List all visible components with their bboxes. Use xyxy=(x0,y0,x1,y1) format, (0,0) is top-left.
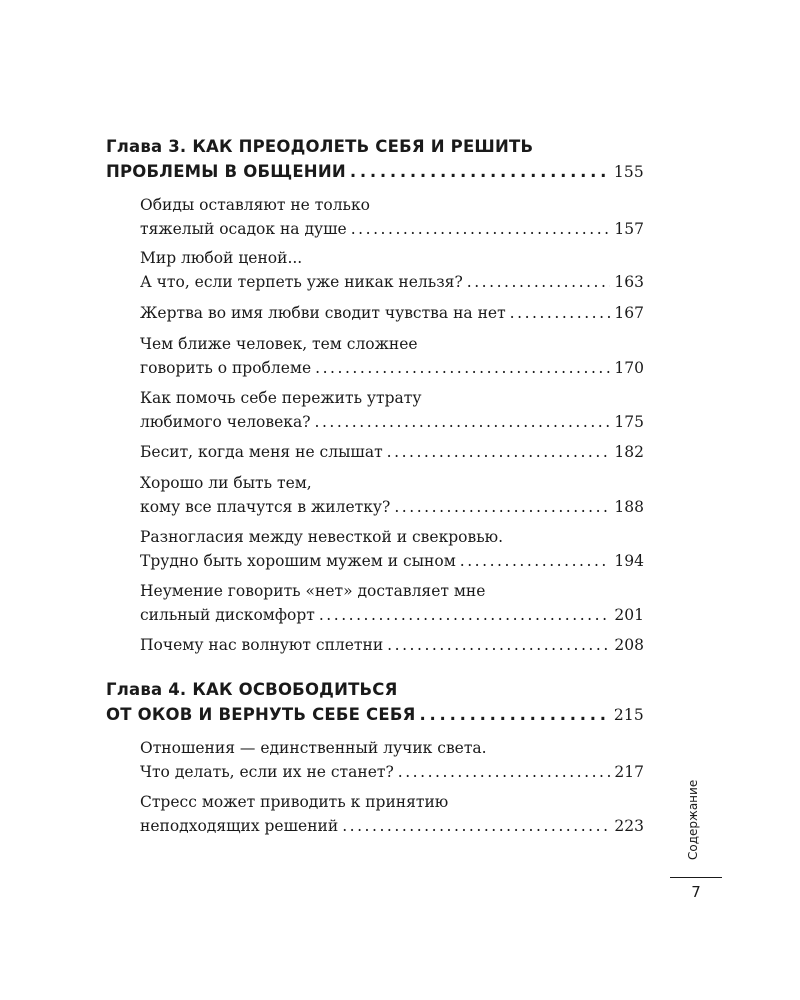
dot-leader xyxy=(394,495,610,519)
toc-entry xyxy=(140,790,644,838)
page-number: 7 xyxy=(691,883,701,901)
entry-title-line1: Отношения — единственный лучик света. xyxy=(140,739,487,757)
entry-page-number: 217 xyxy=(614,763,644,781)
entry-title-line1: Обиды оставляют не только xyxy=(140,196,370,214)
toc-entry xyxy=(140,736,644,784)
entry-page-number: 170 xyxy=(614,359,644,377)
toc-entry xyxy=(140,440,644,464)
section-label: Содержание xyxy=(686,779,700,860)
dot-leader xyxy=(315,356,610,380)
dot-leader xyxy=(387,440,611,464)
entry-title-line2: Почему нас волнуют сплетни xyxy=(140,636,384,654)
chapter-4-heading xyxy=(106,677,644,728)
entry-page-number: 223 xyxy=(614,817,644,835)
dot-leader xyxy=(420,702,610,727)
dot-leader xyxy=(319,603,611,627)
entry-title-line2: любимого человека? xyxy=(140,413,311,431)
dot-leader xyxy=(398,760,611,784)
entry-title-line2: Жертва во имя любви сводит чувства на нет xyxy=(140,304,506,322)
chapter-page-number: 155 xyxy=(613,163,644,181)
entry-title-line1: Как помочь себе пережить утрату xyxy=(140,389,422,407)
entry-title-line2: сильный дискомфорт xyxy=(140,606,315,624)
chapter-title-line2: ОТ ОКОВ И ВЕРНУТЬ СЕБЕ СЕБЯ xyxy=(106,705,416,724)
toc-entry xyxy=(140,471,644,519)
entry-page-number: 182 xyxy=(614,443,644,461)
entry-page-number: 208 xyxy=(614,636,644,654)
entry-title-line1: Чем ближе человек, тем сложнее xyxy=(140,335,418,353)
entry-page-number: 163 xyxy=(614,273,644,291)
toc-entry xyxy=(140,579,644,627)
toc-entry xyxy=(140,525,644,573)
entry-title-line2: Трудно быть хорошим мужем и сыном xyxy=(140,552,456,570)
entry-page-number: 201 xyxy=(614,606,644,624)
dot-leader xyxy=(460,549,611,573)
chapter-title-line1: Глава 4. КАК ОСВОБОДИТЬСЯ xyxy=(106,680,398,699)
dot-leader xyxy=(387,633,610,657)
entry-title-line1: Неумение говорить «нет» доставляет мне xyxy=(140,582,486,600)
toc-entry xyxy=(140,332,644,380)
entry-title-line2: Что делать, если их не станет? xyxy=(140,763,394,781)
dot-leader xyxy=(510,301,611,325)
dot-leader xyxy=(350,159,610,184)
entry-title-line2: тяжелый осадок на душе xyxy=(140,220,347,238)
entry-page-number: 175 xyxy=(614,413,644,431)
chapter-title-line2: ПРОБЛЕМЫ В ОБЩЕНИИ xyxy=(106,162,346,181)
toc-entry xyxy=(140,301,644,325)
entry-title-line1: Мир любой ценой... xyxy=(140,249,303,267)
toc-entry xyxy=(140,193,644,241)
chapter-title-line1: Глава 3. КАК ПРЕОДОЛЕТЬ СЕБЯ И РЕШИТЬ xyxy=(106,137,534,156)
toc-entry xyxy=(140,386,644,434)
entry-title-line1: Хорошо ли быть тем, xyxy=(140,474,312,492)
dot-leader xyxy=(315,410,611,434)
entry-title-line1: Разногласия между невесткой и свекровью. xyxy=(140,528,504,546)
footer-rule xyxy=(670,877,722,878)
entry-title-line2: Бесит, когда меня не слышат xyxy=(140,443,383,461)
dot-leader xyxy=(342,814,610,838)
toc-entry xyxy=(140,246,644,294)
entry-page-number: 188 xyxy=(614,498,644,516)
entry-title-line2: неподходящих решений xyxy=(140,817,339,835)
chapter-3-heading xyxy=(106,134,644,185)
dot-leader xyxy=(351,217,611,241)
dot-leader xyxy=(467,270,611,294)
entry-title-line2: А что, если терпеть уже никак нельзя? xyxy=(140,273,463,291)
entry-title-line1: Стресс может приводить к принятию xyxy=(140,793,449,811)
entry-page-number: 194 xyxy=(614,552,644,570)
entry-title-line2: говорить о проблеме xyxy=(140,359,312,377)
entry-page-number: 157 xyxy=(614,220,644,238)
toc-entry xyxy=(140,633,644,657)
chapter-page-number: 215 xyxy=(613,706,644,724)
entry-title-line2: кому все плачутся в жилетку? xyxy=(140,498,391,516)
entry-page-number: 167 xyxy=(614,304,644,322)
